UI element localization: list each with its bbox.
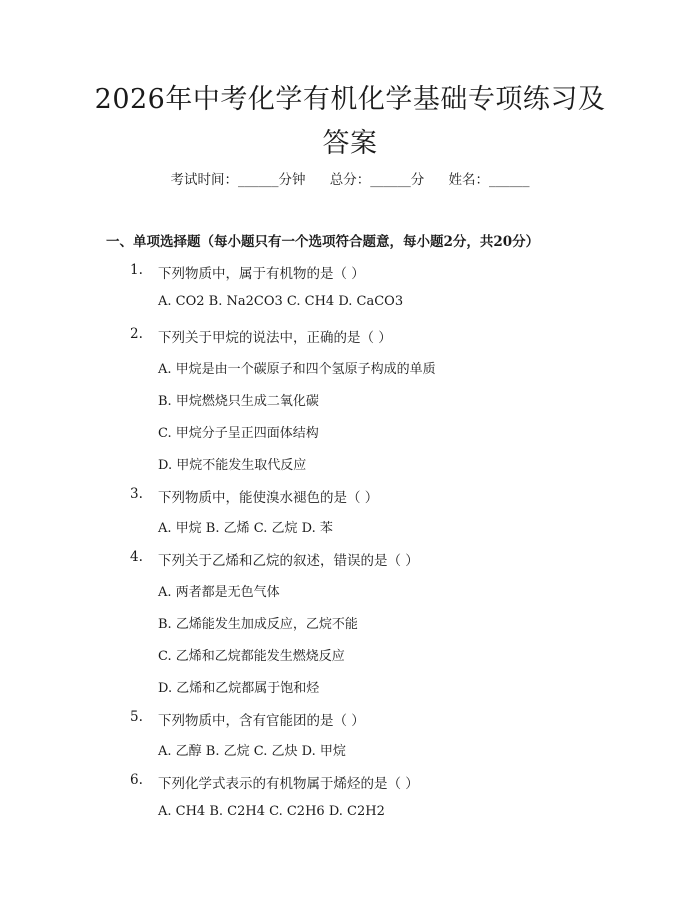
- question-2-option-b: B. 甲烷燃烧只生成二氧化碳: [158, 394, 319, 409]
- student-name: [449, 172, 530, 188]
- exam-time-label: 考试时间：: [170, 172, 238, 188]
- total-score: [330, 172, 425, 188]
- document-title: 2026年中考化学有机化学基础专项练习及答案: [94, 84, 606, 159]
- student-name-blank: ______: [489, 172, 530, 188]
- exam-info-line: [0, 168, 700, 188]
- question-number: 2.: [130, 326, 143, 342]
- total-score-blank: ______: [370, 172, 411, 188]
- question-2-option-a: A. 甲烷是由一个碳原子和四个氢原子构成的单质: [158, 362, 436, 377]
- question-number: 4.: [130, 549, 143, 565]
- exam-time-blank: ______: [237, 172, 279, 188]
- total-score-label: 总分：: [329, 172, 371, 188]
- question-number: 5.: [130, 709, 143, 725]
- exam-time-unit: 分钟: [278, 172, 306, 188]
- total-score-unit: 分: [410, 172, 425, 188]
- question-number: 3.: [130, 486, 143, 502]
- question-4-option-d: D. 乙烯和乙烷都属于饱和烃: [158, 681, 320, 696]
- student-name-label: 姓名：: [448, 172, 490, 188]
- question-text: 下列关于乙烯和乙烷的叙述，错误的是（ ）: [158, 553, 419, 569]
- question-text: 下列物质中，属于有机物的是（ ）: [158, 266, 365, 282]
- exam-time: [170, 172, 305, 188]
- question-2-option-d: D. 甲烷不能发生取代反应: [158, 458, 307, 473]
- question-text: 下列物质中，能使溴水褪色的是（ ）: [158, 490, 379, 506]
- question-2-option-c: C. 甲烷分子呈正四面体结构: [158, 426, 319, 441]
- question-5-options: A. 乙醇 B. 乙烷 C. 乙炔 D. 甲烷: [158, 744, 346, 759]
- question-4-option-b: B. 乙烯能发生加成反应，乙烷不能: [158, 617, 358, 632]
- question-1-options: A. CO2 B. Na2CO3 C. CH4 D. CaCO3: [158, 294, 404, 309]
- question-4-option-c: C. 乙烯和乙烷都能发生燃烧反应: [158, 649, 345, 664]
- section-heading: 一、单项选择题（每小题只有一个选项符合题意，每小题2分，共20分）: [106, 234, 540, 250]
- question-text: 下列物质中，含有官能团的是（ ）: [158, 713, 365, 729]
- question-number: 6.: [130, 772, 143, 788]
- question-number: 1.: [130, 262, 143, 278]
- question-text: 下列化学式表示的有机物属于烯烃的是（ ）: [158, 776, 419, 792]
- question-3-options: A. 甲烷 B. 乙烯 C. 乙烷 D. 苯: [158, 521, 333, 536]
- question-6-options: A. CH4 B. C2H4 C. C2H6 D. C2H2: [158, 804, 385, 819]
- question-text: 下列关于甲烷的说法中，正确的是（ ）: [158, 330, 392, 346]
- question-4-option-a: A. 两者都是无色气体: [158, 585, 280, 600]
